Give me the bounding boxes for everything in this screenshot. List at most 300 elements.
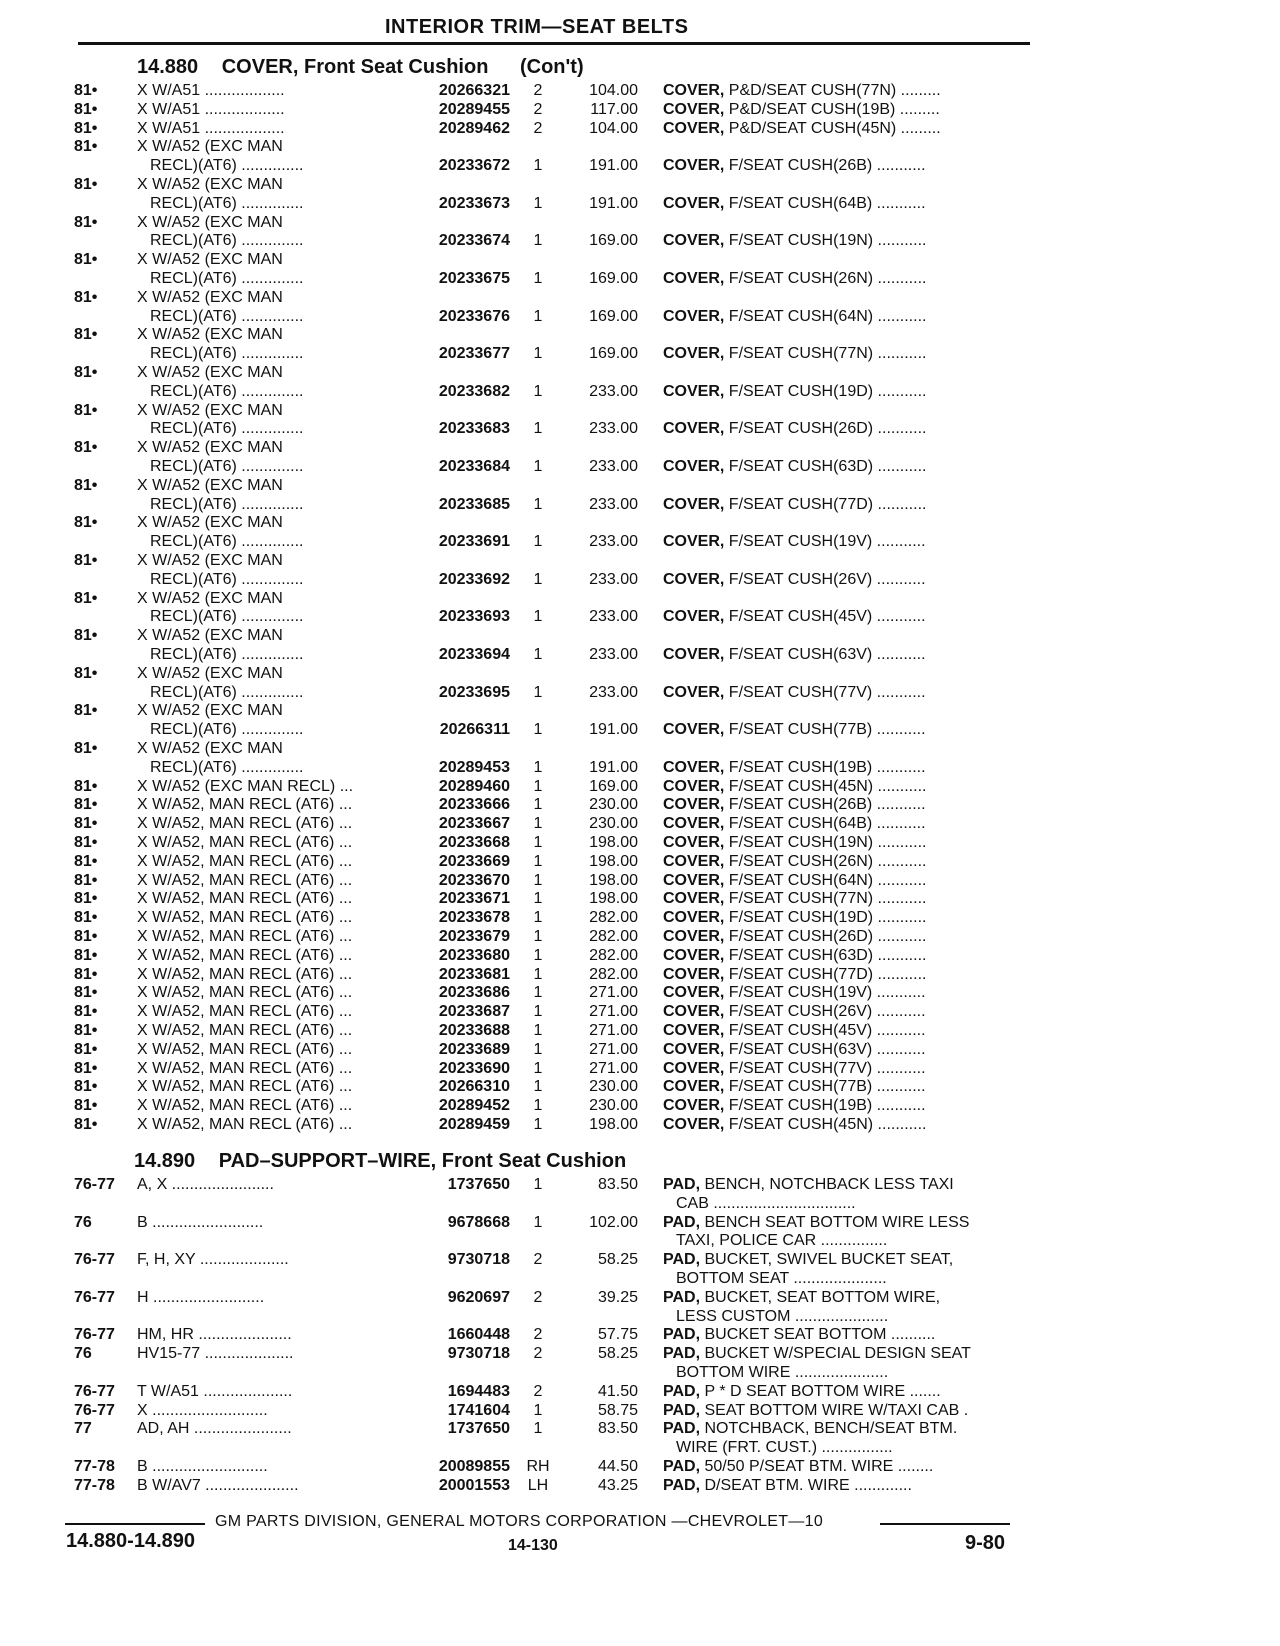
model-year: 81• — [74, 288, 98, 306]
part-description — [663, 195, 926, 213]
model-code-cont: RECL)(AT6) .............. — [150, 269, 304, 287]
quantity: 1 — [533, 1022, 543, 1039]
part-number: 1737650 — [447, 1420, 510, 1438]
model-code-cont: RECL)(AT6) .............. — [150, 345, 304, 363]
description-text: F/SEAT CUSH(77N) ........... — [724, 890, 927, 908]
price: 233.00 — [589, 533, 638, 551]
description-keyword: COVER, — [663, 928, 725, 945]
description-keyword: PAD, — [663, 1345, 701, 1363]
model-year: 81• — [74, 119, 98, 137]
description-keyword: PAD, — [663, 1476, 701, 1494]
description-text: BENCH SEAT BOTTOM WIRE LESS — [700, 1213, 970, 1231]
part-number: 20233674 — [438, 232, 510, 250]
model-year: 76-77 — [74, 1251, 115, 1269]
price: 230.00 — [589, 796, 638, 814]
model-year: 81• — [74, 815, 98, 833]
quantity: 1 — [533, 645, 543, 663]
model-code-cont: RECL)(AT6) .............. — [150, 457, 304, 475]
model-code-cont: RECL)(AT6) .............. — [150, 758, 304, 776]
model-year: 81• — [74, 401, 98, 419]
part-number: 20233690 — [438, 1059, 510, 1077]
description-text: P&D/SEAT CUSH(19B) ......... — [724, 100, 940, 118]
description-cont: WIRE (FRT. CUST.) ................ — [676, 1439, 893, 1457]
description-text: F/SEAT CUSH(45N) ........... — [724, 777, 927, 795]
model-year: 81• — [74, 364, 98, 381]
description-keyword: COVER, — [663, 683, 725, 701]
description-keyword: COVER, — [663, 420, 725, 438]
section-heading — [134, 1150, 626, 1173]
quantity: 1 — [533, 796, 543, 814]
description-keyword: COVER, — [663, 495, 725, 513]
part-number: 1694483 — [447, 1382, 510, 1400]
quantity: RH — [526, 1458, 550, 1475]
model-year: 81• — [74, 82, 98, 99]
part-description — [663, 796, 926, 814]
quantity: 1 — [533, 495, 543, 513]
model-code: X W/A52 (EXC MAN — [137, 589, 283, 607]
part-description — [663, 1003, 926, 1021]
model-code: B .......................... — [137, 1458, 268, 1475]
quantity: 1 — [533, 1401, 543, 1419]
price: 233.00 — [589, 382, 638, 400]
price: 102.00 — [589, 1213, 638, 1231]
price: 282.00 — [589, 946, 638, 964]
model-year: 81• — [74, 326, 98, 344]
model-year: 81• — [74, 928, 98, 945]
part-description — [663, 928, 926, 946]
quantity: 1 — [533, 1097, 543, 1115]
model-year: 81• — [74, 100, 98, 118]
model-year: 81• — [74, 1040, 98, 1058]
section-title: PAD–SUPPORT–WIRE, Front Seat Cushion — [218, 1150, 627, 1172]
part-number: 20233678 — [438, 909, 510, 927]
part-number: 1660448 — [447, 1326, 510, 1344]
model-code: X .......................... — [137, 1401, 268, 1419]
part-description — [663, 458, 926, 476]
description-keyword: PAD, — [663, 1213, 701, 1231]
model-code-cont: RECL)(AT6) .............. — [150, 645, 304, 663]
part-description — [663, 1214, 969, 1232]
model-code: X W/A52 (EXC MAN — [137, 251, 283, 269]
description-text: P * D SEAT BOTTOM WIRE ....... — [700, 1382, 941, 1400]
part-number: 20233688 — [438, 1022, 510, 1039]
model-code: X W/A52, MAN RECL (AT6) ... — [137, 965, 353, 983]
section-title: COVER, Front Seat Cushion — [221, 56, 489, 78]
model-year: 81• — [74, 251, 98, 269]
quantity: 1 — [533, 608, 543, 626]
section-number: 14.890 — [134, 1150, 196, 1172]
model-year: 81• — [74, 213, 98, 231]
description-text: F/SEAT CUSH(77B) ........... — [724, 1078, 926, 1096]
model-year: 81• — [74, 796, 98, 814]
description-keyword: COVER, — [663, 721, 725, 739]
part-description — [663, 1383, 941, 1401]
model-year: 81• — [74, 552, 98, 569]
quantity: 1 — [533, 1059, 543, 1077]
description-keyword: COVER, — [663, 965, 725, 983]
price: 198.00 — [589, 890, 638, 908]
description-text: BUCKET, SEAT BOTTOM WIRE, — [700, 1288, 941, 1306]
description-keyword: COVER, — [663, 100, 725, 118]
description-text: F/SEAT CUSH(19B) ........... — [724, 758, 926, 776]
description-keyword: COVER, — [663, 194, 725, 212]
part-description — [663, 383, 926, 401]
quantity: 1 — [533, 683, 543, 701]
section-continued: (Con't) — [519, 56, 584, 78]
part-description — [663, 872, 926, 890]
model-code: X W/A52, MAN RECL (AT6) ... — [137, 871, 353, 889]
description-text: F/SEAT CUSH(19V) ........... — [724, 533, 926, 551]
description-text: F/SEAT CUSH(26B) ........... — [724, 796, 926, 814]
model-year: 81• — [74, 946, 98, 964]
model-year: 76-77 — [74, 1176, 115, 1193]
description-text: BENCH, NOTCHBACK LESS TAXI — [700, 1176, 954, 1193]
model-code-cont: RECL)(AT6) .............. — [150, 232, 304, 250]
quantity: 2 — [533, 1345, 543, 1363]
model-year: 81• — [74, 1078, 98, 1096]
part-number: 20233682 — [438, 382, 510, 400]
model-code: X W/A52 (EXC MAN — [137, 627, 283, 645]
part-number: 20266311 — [439, 721, 510, 739]
part-number: 20233671 — [438, 890, 510, 908]
quantity: 1 — [533, 1040, 543, 1058]
description-keyword: COVER, — [663, 777, 725, 795]
part-description — [663, 646, 926, 664]
description-text: F/SEAT CUSH(77B) ........... — [724, 721, 926, 739]
part-number: 20233685 — [438, 495, 510, 513]
model-code: X W/A52, MAN RECL (AT6) ... — [137, 852, 353, 870]
model-year: 81• — [74, 439, 98, 457]
quantity: 1 — [533, 721, 543, 739]
model-year: 81• — [74, 664, 98, 682]
description-keyword: COVER, — [663, 796, 725, 814]
part-number: 20089855 — [438, 1458, 510, 1475]
model-code: HM, HR ..................... — [137, 1326, 292, 1344]
part-number: 20233694 — [438, 645, 510, 663]
part-description — [663, 1477, 912, 1495]
price: 233.00 — [589, 608, 638, 626]
footer-section-range: 14.880-14.890 — [66, 1530, 196, 1552]
part-description — [663, 232, 926, 250]
description-text: F/SEAT CUSH(77N) ........... — [724, 345, 927, 363]
description-keyword: COVER, — [663, 1022, 725, 1039]
description-text: F/SEAT CUSH(26V) ........... — [724, 1003, 926, 1021]
description-text: F/SEAT CUSH(77V) ........... — [724, 1059, 926, 1077]
part-description — [663, 608, 926, 626]
quantity: 1 — [533, 1213, 543, 1231]
description-keyword: PAD, — [663, 1288, 701, 1306]
part-number: 20289455 — [438, 100, 510, 118]
model-code: X W/A52, MAN RECL (AT6) ... — [137, 1097, 353, 1115]
part-number: 20233673 — [438, 194, 510, 212]
model-code: X W/A52 (EXC MAN — [137, 740, 283, 757]
model-code: X W/A52, MAN RECL (AT6) ... — [137, 1040, 353, 1058]
price: 233.00 — [589, 495, 638, 513]
part-number: 20233676 — [438, 307, 510, 325]
part-number: 20266321 — [438, 82, 510, 99]
part-number: 20233669 — [438, 852, 510, 870]
quantity: 1 — [533, 533, 543, 551]
description-keyword: COVER, — [663, 890, 725, 908]
description-text: D/SEAT BTM. WIRE ............. — [700, 1476, 912, 1494]
description-keyword: COVER, — [663, 1059, 725, 1077]
description-cont: BOTTOM WIRE ..................... — [676, 1363, 889, 1381]
quantity: 1 — [533, 946, 543, 964]
part-description — [663, 947, 926, 965]
description-text: F/SEAT CUSH(64N) ........... — [724, 307, 927, 325]
description-keyword: PAD, — [663, 1458, 701, 1475]
description-keyword: COVER, — [663, 946, 725, 964]
model-code: X W/A52, MAN RECL (AT6) ... — [137, 909, 353, 927]
price: 233.00 — [589, 645, 638, 663]
part-description — [663, 721, 926, 739]
price: 57.75 — [597, 1326, 638, 1344]
description-keyword: COVER, — [663, 984, 725, 1002]
description-keyword: COVER, — [663, 758, 725, 776]
model-year: 76-77 — [74, 1326, 115, 1344]
description-text: F/SEAT CUSH(77D) ........... — [724, 965, 927, 983]
part-number: 9678668 — [447, 1213, 510, 1231]
part-description — [663, 1022, 926, 1040]
section-heading — [137, 56, 584, 79]
part-number: 20233675 — [438, 269, 510, 287]
part-description — [663, 1420, 957, 1438]
description-keyword: COVER, — [663, 1003, 725, 1021]
part-number: 20233670 — [438, 871, 510, 889]
model-year: 81• — [74, 138, 98, 156]
price: 230.00 — [589, 815, 638, 833]
part-description — [663, 966, 926, 984]
description-text: F/SEAT CUSH(26V) ........... — [724, 570, 926, 588]
description-text: F/SEAT CUSH(45V) ........... — [724, 608, 926, 626]
part-number: 20233672 — [438, 157, 510, 175]
description-keyword: COVER, — [663, 119, 725, 137]
part-description — [663, 834, 926, 852]
model-code: T W/A51 .................... — [137, 1382, 293, 1400]
description-keyword: COVER, — [663, 82, 725, 99]
description-text: F/SEAT CUSH(26N) ........... — [724, 269, 927, 287]
description-text: F/SEAT CUSH(63V) ........... — [724, 645, 926, 663]
price: 104.00 — [589, 82, 638, 99]
description-cont: TAXI, POLICE CAR ............... — [676, 1232, 888, 1250]
model-code-cont: RECL)(AT6) .............. — [150, 608, 304, 626]
price: 39.25 — [597, 1288, 638, 1306]
part-description — [663, 1078, 926, 1096]
description-text: F/SEAT CUSH(77D) ........... — [724, 495, 927, 513]
part-number: 20289452 — [438, 1097, 510, 1115]
part-number: 20233687 — [438, 1003, 510, 1021]
part-description — [663, 1402, 968, 1420]
model-year: 76-77 — [74, 1401, 115, 1419]
model-code-cont: RECL)(AT6) .............. — [150, 721, 304, 739]
quantity: 1 — [533, 1420, 543, 1438]
part-number: 20289460 — [438, 777, 510, 795]
model-year: 77 — [74, 1420, 92, 1438]
part-number: 9620697 — [447, 1288, 510, 1306]
description-text: SEAT BOTTOM WIRE W/TAXI CAB . — [700, 1401, 969, 1419]
price: 271.00 — [589, 1003, 638, 1021]
quantity: 2 — [533, 1288, 543, 1306]
price: 198.00 — [589, 1116, 638, 1133]
description-cont: LESS CUSTOM ..................... — [676, 1307, 889, 1325]
model-year: 81• — [74, 965, 98, 983]
price: 282.00 — [589, 965, 638, 983]
model-code: H ......................... — [137, 1288, 265, 1306]
part-description — [663, 82, 941, 100]
description-cont: CAB ................................ — [676, 1194, 856, 1212]
price: 233.00 — [589, 420, 638, 438]
model-code: X W/A52, MAN RECL (AT6) ... — [137, 796, 353, 814]
model-code: X W/A52 (EXC MAN — [137, 702, 283, 720]
quantity: 1 — [533, 890, 543, 908]
part-description — [663, 120, 941, 138]
model-code: X W/A52, MAN RECL (AT6) ... — [137, 984, 353, 1002]
description-text: F/SEAT CUSH(19N) ........... — [724, 834, 927, 851]
model-code: A, X ....................... — [137, 1176, 274, 1193]
model-code: X W/A52 (EXC MAN — [137, 552, 283, 569]
description-text: F/SEAT CUSH(26B) ........... — [724, 157, 926, 175]
price: 191.00 — [589, 721, 638, 739]
quantity: 2 — [533, 119, 543, 137]
part-number: 20233689 — [438, 1040, 510, 1058]
description-keyword: COVER, — [663, 871, 725, 889]
model-year: 76 — [74, 1345, 92, 1363]
description-text: NOTCHBACK, BENCH/SEAT BTM. — [700, 1420, 958, 1438]
model-code: X W/A52 (EXC MAN — [137, 288, 283, 306]
quantity: 2 — [533, 1382, 543, 1400]
description-keyword: COVER, — [663, 382, 725, 400]
quantity: 1 — [533, 777, 543, 795]
model-code: X W/A52 (EXC MAN — [137, 476, 283, 494]
description-keyword: PAD, — [663, 1176, 701, 1193]
quantity: 2 — [533, 82, 543, 99]
quantity: 1 — [533, 420, 543, 438]
part-description — [663, 759, 926, 777]
description-keyword: COVER, — [663, 815, 725, 833]
price: 169.00 — [589, 345, 638, 363]
description-text: F/SEAT CUSH(26N) ........... — [724, 852, 927, 870]
description-text: F/SEAT CUSH(45N) ........... — [724, 1116, 927, 1133]
description-keyword: COVER, — [663, 457, 725, 475]
description-text: F/SEAT CUSH(64N) ........... — [724, 871, 927, 889]
model-code: X W/A52, MAN RECL (AT6) ... — [137, 946, 353, 964]
description-text: F/SEAT CUSH(19V) ........... — [724, 984, 926, 1002]
model-code: X W/A52 (EXC MAN RECL) ... — [137, 777, 354, 795]
description-text: F/SEAT CUSH(64B) ........... — [724, 194, 926, 212]
quantity: 1 — [533, 1176, 543, 1193]
quantity: 1 — [533, 852, 543, 870]
part-number: 20233684 — [438, 457, 510, 475]
model-code-cont: RECL)(AT6) .............. — [150, 194, 304, 212]
part-description — [663, 815, 926, 833]
description-keyword: COVER, — [663, 1097, 725, 1115]
part-description — [663, 1041, 926, 1059]
model-year: 81• — [74, 1003, 98, 1021]
model-code-cont: RECL)(AT6) .............. — [150, 683, 304, 701]
part-description — [663, 853, 926, 871]
part-number: 20001553 — [438, 1476, 510, 1494]
part-description — [663, 1289, 940, 1307]
part-description — [663, 345, 926, 363]
model-code: X W/A52, MAN RECL (AT6) ... — [137, 1078, 353, 1096]
quantity: 1 — [533, 984, 543, 1002]
model-code: X W/A52, MAN RECL (AT6) ... — [137, 1059, 353, 1077]
model-code: X W/A52 (EXC MAN — [137, 326, 283, 344]
description-keyword: COVER, — [663, 1116, 725, 1133]
model-year: 81• — [74, 740, 98, 757]
price: 44.50 — [597, 1458, 638, 1475]
quantity: 2 — [533, 100, 543, 118]
description-keyword: COVER, — [663, 1040, 725, 1058]
quantity: 1 — [533, 1116, 543, 1133]
price: 233.00 — [589, 457, 638, 475]
part-number: 20233683 — [438, 420, 510, 438]
model-code: X W/A51 .................. — [137, 119, 285, 137]
description-keyword: COVER, — [663, 645, 725, 663]
description-keyword: COVER, — [663, 570, 725, 588]
price: 282.00 — [589, 928, 638, 945]
description-text: F/SEAT CUSH(19N) ........... — [724, 232, 927, 250]
part-description — [663, 420, 926, 438]
price: 230.00 — [589, 1097, 638, 1115]
description-text: F/SEAT CUSH(63D) ........... — [724, 457, 927, 475]
footer-rule-left — [65, 1523, 205, 1525]
model-code: X W/A52, MAN RECL (AT6) ... — [137, 815, 353, 833]
price: 191.00 — [589, 194, 638, 212]
price: 83.50 — [597, 1420, 638, 1438]
quantity: LH — [527, 1476, 549, 1494]
quantity: 1 — [533, 871, 543, 889]
model-code: B W/AV7 ..................... — [137, 1476, 299, 1494]
model-year: 81• — [74, 1022, 98, 1039]
footer-division: GM PARTS DIVISION, GENERAL MOTORS CORPORATION —CHEVROLET—10 — [215, 1513, 824, 1530]
description-text: 50/50 P/SEAT BTM. WIRE ........ — [700, 1458, 934, 1475]
description-text: F/SEAT CUSH(63D) ........... — [724, 946, 927, 964]
footer-date: 9-80 — [965, 1532, 1006, 1554]
part-number: 20233679 — [438, 928, 510, 945]
part-number: 20233677 — [438, 345, 510, 363]
description-keyword: COVER, — [663, 157, 725, 175]
quantity: 1 — [533, 1003, 543, 1021]
quantity: 1 — [533, 269, 543, 287]
part-description — [663, 778, 926, 796]
model-code: X W/A52, MAN RECL (AT6) ... — [137, 928, 353, 945]
price: 169.00 — [589, 307, 638, 325]
model-code: B ......................... — [137, 1213, 264, 1231]
part-description — [663, 1345, 971, 1363]
model-code: X W/A52, MAN RECL (AT6) ... — [137, 1003, 353, 1021]
model-year: 81• — [74, 1097, 98, 1115]
description-keyword: COVER, — [663, 834, 725, 851]
model-code: F, H, XY .................... — [137, 1251, 289, 1269]
description-text: P&D/SEAT CUSH(77N) ......... — [724, 82, 941, 99]
part-description — [663, 1251, 953, 1269]
part-number: 20233692 — [438, 570, 510, 588]
part-number: 20266310 — [438, 1078, 510, 1096]
model-code: HV15-77 .................... — [137, 1345, 294, 1363]
price: 271.00 — [589, 1040, 638, 1058]
description-keyword: PAD, — [663, 1401, 701, 1419]
quantity: 1 — [533, 758, 543, 776]
part-number: 20289462 — [438, 119, 510, 137]
price: 169.00 — [589, 777, 638, 795]
price: 198.00 — [589, 834, 638, 851]
model-code: X W/A52 (EXC MAN — [137, 664, 283, 682]
part-number: 20233691 — [438, 533, 510, 551]
description-keyword: PAD, — [663, 1251, 701, 1269]
description-cont: BOTTOM SEAT ..................... — [676, 1269, 887, 1287]
quantity: 1 — [533, 157, 543, 175]
